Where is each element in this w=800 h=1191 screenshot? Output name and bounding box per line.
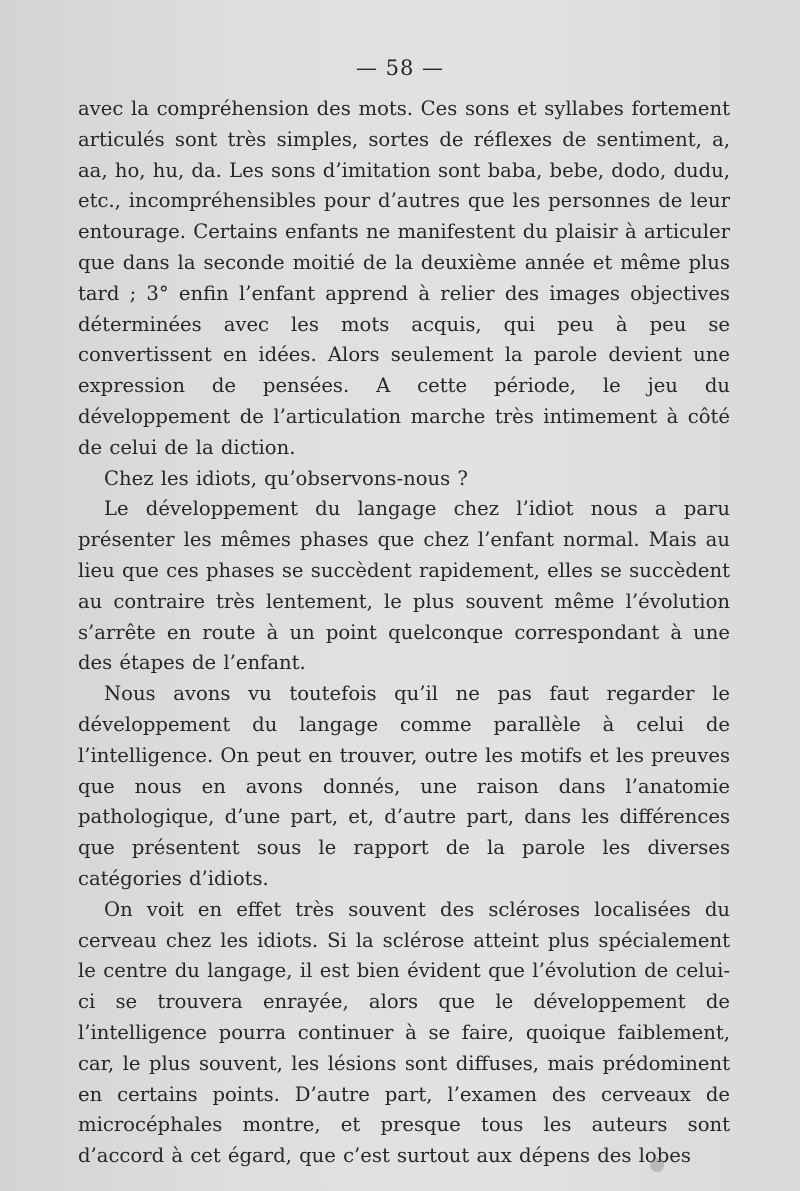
paragraph-1: avec la compréhension des mots. Ces sons et syllabes fortement articulés sont très simples, sortes de réflexes de sentiment, a, aa, ho, hu, da. Les sons d’imitation sont baba, bebe, dodo, dudu, etc., incompréhensibles pour d’autres que les personnes de leur entourage. Certains enfants ne manifestent du plaisir à articuler que dans la seconde moitié de la deuxième année et même plus tard ; 3° enfin l’enfant apprend à relier des images objectives déterminées avec les mots acquis, qui peu à peu se convertissent en idées. Alors seulement la parole devient une expression de pensées. A cette période, le jeu du développement de l’articulation marche très intimement à côté de celui de la diction. xyxy=(78,97,730,459)
paragraph-4: Nous avons vu toutefois qu’il ne pas faut regarder le développement du langage comme parallèle à celui de l’intelligence. On peut en trouver, outre les motifs et les preuves que nous en avons donnés, une raison dans l’anatomie pathologique, d’une part, et, d’autre part, dans les différences que présentent sous le rapport de la parole les diverses catégories d’idiots. xyxy=(78,682,731,890)
paragraph-2: Chez les idiots, qu’observons-nous ? xyxy=(104,466,468,490)
paper-stain xyxy=(650,1158,664,1172)
page-number: — 58 — xyxy=(355,56,445,80)
paragraph-3: Le développement du langage chez l’idiot nous a paru présenter les mêmes phases que chez l’enfant normal. Mais au lieu que ces phases se succèdent rapidement, elles se succèdent au contraire très lentement, le plus souvent même l’évolution s’arrête en route à un point quelconque correspondant à une des étapes de l’enfant. xyxy=(78,497,730,675)
body-text xyxy=(78,94,730,1172)
paragraph-5: On voit en effet très souvent des scléroses localisées du cerveau chez les idiots. Si la sclérose atteint plus spécialement le centre du langage, il est bien évident que l’évolution de celui-ci se trouvera enrayée, alors que le développement de l’intelligence pourra continuer à se faire, quoique faiblement, car, le plus souvent, les lésions sont diffuses, mais prédominent en certains points. D’autre part, l’examen des cerveaux de microcéphales montre, et presque tous les auteurs sont d’accord à cet égard, que c’est surtout aux dépens des lobes xyxy=(78,897,730,1168)
